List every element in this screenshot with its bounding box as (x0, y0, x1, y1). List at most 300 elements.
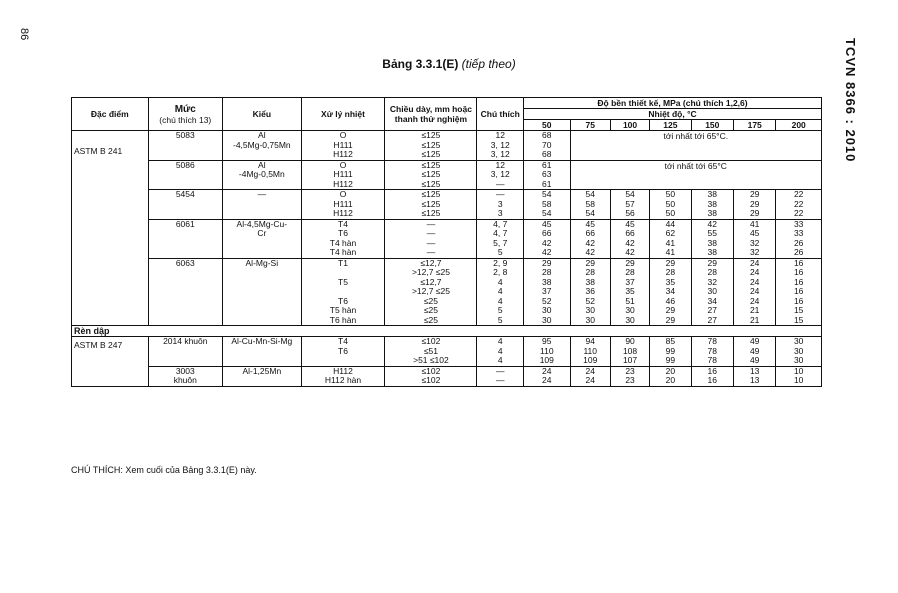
value-cell (570, 219, 610, 258)
note-cell (477, 337, 524, 367)
value-cell-line: 16 (793, 267, 804, 277)
note-cell-line: 4 (497, 286, 503, 296)
footnote: CHÚ THÍCH: Xem cuối của Bảng 3.3.1(E) này. (71, 465, 257, 475)
value-cell-line: 30 (707, 286, 718, 296)
thickness-cell-line: >51 ≤102 (413, 355, 449, 365)
header-type: Kiểu (223, 98, 302, 131)
treatment-cell (301, 219, 385, 258)
value-cell-line: 26 (793, 247, 804, 257)
value-cell-line: 35 (665, 276, 676, 287)
value-cell-line: 15 (793, 314, 804, 325)
value-cell-line: 99 (665, 355, 676, 365)
value-cell-line: 51 (625, 295, 635, 306)
header-strength: Độ bền thiết kế, MPa (chú thích 1,2,6) (524, 98, 822, 109)
thickness-cell-line: — (426, 247, 436, 257)
thickness-cell (385, 160, 477, 190)
treatment-cell-line: H112 hàn (324, 375, 362, 385)
value-cell-line: 107 (622, 355, 638, 365)
thickness-cell-line: >12,7 ≤25 (411, 267, 450, 277)
value-cell-line: 16 (707, 365, 718, 376)
treatment-cell-line: T6 (338, 345, 348, 356)
note-cell-line: 3, 12 (490, 149, 510, 159)
header-feature: Đặc điểm (72, 98, 149, 131)
grade-cell (148, 131, 222, 161)
value-cell (524, 160, 571, 190)
note-cell (477, 219, 524, 258)
thickness-cell-line: — (426, 228, 436, 238)
type-cell (223, 366, 302, 386)
value-cell-line: 21 (749, 305, 760, 315)
note-cell-line: 3, 12 (490, 139, 510, 150)
thickness-cell (385, 366, 477, 386)
type-cell-line: — (257, 189, 267, 199)
note-cell-line: 5, 7 (493, 237, 508, 248)
note-cell-line: 4, 7 (493, 218, 508, 229)
value-cell (650, 337, 691, 367)
value-cell-line: 55 (707, 228, 718, 238)
value-cell (776, 366, 822, 386)
value-cell-line: 34 (707, 295, 718, 306)
value-cell-line: 28 (625, 267, 635, 277)
value-cell-line: 50 (665, 208, 676, 218)
value-cell-line: 28 (665, 267, 676, 277)
value-cell-line: 90 (625, 336, 635, 346)
header-treatment: Xử lý nhiệt (301, 98, 385, 131)
value-cell-line: 68 (542, 130, 552, 140)
treatment-cell-line: H111 (333, 169, 353, 179)
value-cell-line: 78 (707, 355, 718, 365)
value-cell-line: 28 (585, 267, 595, 277)
value-cell-line: 21 (749, 314, 760, 325)
header-grade (148, 98, 222, 131)
value-cell-line: 45 (749, 228, 760, 238)
treatment-cell-line: T4 hàn (329, 237, 357, 248)
value-cell-line: 29 (625, 257, 635, 268)
value-cell-line: 33 (793, 218, 804, 229)
header-temp-75: 75 (570, 120, 610, 131)
grade-cell (148, 366, 222, 386)
value-cell-line: 54 (585, 208, 595, 218)
grade-cell-line: 5454 (175, 189, 195, 199)
treatment-cell-line (304, 356, 383, 366)
note-cell-line: — (495, 189, 505, 199)
table-row (72, 131, 822, 161)
value-cell-line: 24 (542, 375, 552, 385)
treatment-cell-line: T5 hàn (329, 305, 357, 315)
value-cell (524, 219, 571, 258)
value-cell (691, 190, 733, 220)
value-cell-line: 30 (793, 345, 804, 356)
thickness-cell (385, 219, 477, 258)
thickness-cell-line: — (426, 218, 436, 229)
note-cell (477, 190, 524, 220)
treatment-cell-line: H112 (333, 149, 353, 159)
value-cell (691, 219, 733, 258)
type-cell (223, 131, 302, 161)
value-cell-line: 20 (665, 375, 676, 385)
value-cell-line: 56 (625, 208, 635, 218)
type-cell (223, 160, 302, 190)
section-row (72, 326, 822, 337)
value-cell-line: 78 (707, 345, 718, 356)
header-temp-150: 150 (691, 120, 733, 131)
value-cell-line: 20 (665, 365, 676, 376)
thickness-cell (385, 190, 477, 220)
value-cell-line: 30 (542, 305, 552, 315)
value-cell-line: 30 (793, 336, 804, 346)
thickness-cell-line: ≤125 (421, 169, 441, 179)
standard-code: TCVN 8366 : 2010 (843, 38, 858, 163)
table-row (72, 160, 822, 190)
value-cell-line: 54 (542, 208, 552, 218)
value-cell-line: 29 (665, 257, 676, 268)
type-cell-line: -4,5Mg-0,75Mn (233, 139, 291, 150)
thickness-cell-line: ≤125 (421, 130, 441, 140)
value-cell-line: 110 (583, 345, 598, 356)
value-cell-line: 99 (665, 345, 676, 356)
note-cell-line: 2, 8 (493, 267, 508, 277)
value-cell (733, 190, 775, 220)
value-cell-line: 15 (793, 305, 804, 315)
value-cell (524, 366, 571, 386)
note-cell-line: 12 (495, 130, 505, 140)
grade-cell-line: 3003 (175, 365, 195, 376)
header-grade-label: Mức (174, 103, 196, 115)
note-cell (477, 160, 524, 190)
grade-cell-line: 6063 (175, 257, 195, 268)
note-cell-line: 2, 9 (493, 257, 508, 268)
value-cell (524, 190, 571, 220)
value-cell-line: 45 (585, 218, 595, 229)
note-cell-line: 5 (497, 305, 503, 315)
type-cell-line: Cr (257, 228, 267, 238)
value-cell-line: 38 (707, 237, 718, 248)
table-row (72, 258, 822, 326)
thickness-cell-line: ≤25 (423, 305, 438, 315)
thickness-cell-line: ≤125 (421, 178, 441, 189)
thickness-cell-line: ≤125 (421, 159, 441, 170)
note-cell-line: 5 (497, 247, 503, 257)
value-cell-line: 38 (707, 198, 718, 209)
header-temp-125: 125 (650, 120, 691, 131)
note-cell (477, 366, 524, 386)
type-cell (223, 219, 302, 258)
grade-cell (148, 190, 222, 220)
type-cell (223, 190, 302, 220)
value-cell-line: 30 (793, 355, 804, 365)
grade-cell (148, 258, 222, 326)
table-row (72, 190, 822, 220)
value-cell (650, 258, 691, 326)
treatment-cell-line: T4 hàn (329, 247, 357, 257)
value-cell (610, 258, 649, 326)
treatment-cell-line: T4 (338, 336, 348, 346)
value-cell-line: 44 (665, 218, 676, 229)
treatment-cell-line: H111 (333, 198, 353, 209)
treatment-cell-line: O (339, 159, 347, 170)
value-cell-line: 24 (749, 276, 760, 287)
value-cell-line: 49 (749, 345, 760, 356)
thickness-cell (385, 258, 477, 326)
header-temp-50: 50 (524, 120, 571, 131)
value-cell-line: 45 (625, 218, 635, 229)
value-cell-line: 30 (585, 305, 595, 315)
note-cell-line: — (495, 375, 505, 385)
value-cell-line: 24 (585, 375, 595, 385)
value-cell-line: 61 (542, 159, 552, 170)
spec-cell (72, 131, 149, 326)
value-cell-line: 41 (665, 247, 676, 257)
note-cell-line: 12 (495, 159, 505, 170)
note-cell-line: 3 (497, 208, 503, 218)
grade-cell-line: 5086 (175, 159, 195, 170)
value-cell-line: 29 (749, 208, 760, 218)
value-cell-line: 38 (542, 276, 552, 287)
value-cell-line: 110 (540, 345, 554, 356)
note-cell (477, 131, 524, 161)
table-title-main: Bảng 3.3.1(E) (382, 57, 459, 71)
value-cell-line: 42 (542, 237, 552, 248)
value-cell-line: 62 (665, 228, 676, 238)
thickness-cell (385, 131, 477, 161)
value-cell-line: 16 (793, 286, 804, 296)
value-cell-line: 41 (665, 237, 676, 248)
type-cell-line: Al (258, 159, 266, 170)
treatment-cell (301, 160, 385, 190)
value-cell-line: 27 (707, 314, 718, 325)
value-cell-line: 24 (749, 257, 760, 268)
treatment-cell (301, 190, 385, 220)
value-cell-line: 38 (707, 247, 718, 257)
value-cell-line: 109 (583, 355, 598, 365)
thickness-cell-line: ≤12,7 (420, 257, 442, 268)
spec-label: ASTM B 241 (74, 146, 123, 156)
value-cell (524, 258, 571, 326)
treatment-cell-line: H112 (333, 208, 353, 218)
note-cell-line: 4 (497, 276, 503, 287)
value-cell (776, 190, 822, 220)
value-cell (650, 190, 691, 220)
value-cell (610, 366, 649, 386)
value-cell (691, 337, 733, 367)
thickness-cell-line: ≤25 (423, 314, 438, 325)
value-cell-line: 50 (665, 198, 676, 209)
value-cell-line: 13 (749, 375, 760, 385)
value-cell (570, 366, 610, 386)
value-cell-line: 29 (542, 257, 552, 268)
value-cell-line: 46 (665, 295, 676, 306)
thickness-cell-line: — (426, 237, 436, 248)
treatment-cell-line: H111 (333, 139, 353, 150)
value-cell-line: 42 (542, 247, 552, 257)
table-row (72, 337, 822, 367)
value-cell-line: 49 (749, 336, 760, 346)
type-cell (223, 337, 302, 367)
value-cell-line: 22 (793, 208, 804, 218)
treatment-cell-line: T1 (338, 257, 348, 268)
value-cell-line: 52 (542, 295, 552, 306)
grade-cell (148, 337, 222, 367)
note-cell-line: 4 (497, 336, 503, 346)
strength-note-cell: tới nhất tới 65°C. (570, 131, 821, 161)
treatment-cell-line: H112 (333, 365, 353, 376)
thickness-cell-line: ≤125 (421, 198, 441, 209)
value-cell (733, 219, 775, 258)
value-cell-line: 38 (585, 276, 595, 287)
value-cell-line: 32 (707, 276, 718, 287)
value-cell-line: 30 (625, 305, 635, 315)
note-cell-line: 4 (497, 355, 503, 365)
treatment-cell (301, 131, 385, 161)
value-cell-line: 26 (793, 237, 804, 248)
value-cell-line: 45 (542, 218, 552, 229)
note-cell-line: 3, 12 (490, 169, 510, 179)
value-cell (776, 219, 822, 258)
value-cell-line: 16 (707, 375, 718, 385)
note-cell-line: 4 (497, 345, 503, 356)
type-cell-line: Al (258, 130, 266, 140)
value-cell-line: 24 (585, 365, 595, 376)
type-cell-line: Al-Cu-Mn-Si-Mg (231, 336, 293, 346)
value-cell-line: 28 (707, 267, 718, 277)
table-title-continued: (tiếp theo) (461, 57, 516, 71)
value-cell (733, 366, 775, 386)
value-cell-line: 109 (539, 355, 554, 365)
value-cell (610, 219, 649, 258)
value-cell-line: 66 (585, 228, 595, 238)
value-cell-line: 66 (625, 228, 635, 238)
header-grade-note: (chú thích 13) (159, 114, 212, 125)
value-cell (650, 219, 691, 258)
value-cell-line: 29 (749, 198, 760, 209)
page-number: 86 (18, 28, 30, 41)
value-cell-line: 85 (665, 336, 676, 346)
value-cell (691, 258, 733, 326)
value-cell-line: 66 (542, 228, 552, 238)
value-cell-line: 57 (625, 198, 635, 209)
value-cell (524, 337, 571, 367)
value-cell-line: 35 (625, 286, 635, 296)
value-cell (691, 366, 733, 386)
value-cell-line: 54 (542, 189, 552, 199)
thickness-cell-line: ≤125 (421, 149, 441, 159)
value-cell-line: 29 (585, 257, 595, 268)
thickness-cell-line: ≤12,7 (420, 276, 442, 287)
treatment-cell (301, 337, 385, 367)
grade-cell (148, 160, 222, 190)
value-cell-line: 32 (749, 247, 760, 257)
thickness-cell-line: ≤125 (421, 189, 441, 199)
value-cell-line: 78 (707, 336, 718, 346)
value-cell-line: 63 (542, 169, 552, 179)
header-temperature: Nhiệt độ, °C (524, 109, 822, 120)
value-cell-line: 95 (542, 336, 552, 346)
value-cell-line: 34 (665, 286, 676, 296)
treatment-cell (301, 258, 385, 326)
thickness-cell-line: ≤125 (421, 139, 441, 150)
thickness-cell-line: ≤125 (421, 208, 441, 218)
grade-cell (148, 219, 222, 258)
value-cell-line: 42 (625, 237, 635, 248)
value-cell-line: 29 (749, 189, 760, 199)
treatment-cell-line: T6 (338, 295, 348, 306)
table-title (0, 57, 898, 71)
treatment-cell-line: T5 (338, 276, 348, 287)
value-cell (733, 258, 775, 326)
value-cell-line: 30 (585, 314, 595, 325)
value-cell-line: 32 (749, 237, 760, 248)
value-cell (650, 366, 691, 386)
value-cell-line: 23 (625, 375, 635, 385)
header-temp-175: 175 (733, 120, 775, 131)
value-cell-line: 58 (585, 198, 595, 209)
value-cell-line: 29 (665, 305, 676, 315)
value-cell-line: 23 (625, 365, 635, 376)
value-cell-line: 38 (707, 189, 718, 199)
value-cell-line: 27 (707, 305, 718, 315)
value-cell (776, 258, 822, 326)
value-cell-line: 49 (749, 355, 760, 365)
thickness-cell-line: ≤25 (423, 295, 438, 306)
value-cell-line: 22 (793, 189, 804, 199)
value-cell-line: 24 (749, 267, 760, 277)
thickness-cell-line: ≤102 (421, 375, 441, 385)
treatment-cell-line: H112 (333, 178, 353, 189)
value-cell-line: 42 (585, 237, 595, 248)
value-cell-line: 30 (542, 314, 552, 325)
value-cell-line: 24 (749, 295, 760, 306)
value-cell-line: 52 (585, 295, 595, 306)
value-cell-line: 16 (793, 257, 804, 268)
value-cell-line: 29 (707, 257, 718, 268)
value-cell (570, 258, 610, 326)
value-cell-line: 50 (665, 189, 676, 199)
type-cell-line: -4Mg-0,5Mn (238, 169, 285, 179)
spec-label: ASTM B 247 (74, 340, 123, 350)
value-cell (776, 337, 822, 367)
strength-table (71, 97, 822, 387)
type-cell-line: Al-4,5Mg-Cu- (236, 218, 288, 229)
value-cell-line: 38 (707, 208, 718, 218)
value-cell-line: 29 (665, 314, 676, 325)
note-cell-line: 5 (497, 314, 503, 325)
thickness-cell-line: ≤102 (421, 336, 441, 346)
value-cell-line: 42 (625, 247, 635, 257)
strength-note-cell: tới nhất tới 65°C (570, 160, 821, 190)
value-cell-line: 37 (625, 276, 635, 287)
thickness-cell-line: ≤102 (421, 365, 441, 376)
section-label: Rèn dập (72, 326, 822, 337)
value-cell-line: 42 (585, 247, 595, 257)
value-cell (570, 337, 610, 367)
value-cell-line: 22 (793, 198, 804, 209)
value-cell-line: 70 (542, 139, 552, 150)
grade-cell-line: 2014 khuôn (163, 336, 208, 346)
value-cell-line: 24 (542, 365, 552, 376)
value-cell-line: 37 (542, 286, 552, 296)
treatment-cell-line: O (339, 130, 347, 140)
value-cell-line: 68 (542, 149, 552, 159)
value-cell-line: 16 (793, 295, 804, 306)
treatment-cell (301, 366, 385, 386)
spec-cell (72, 337, 149, 387)
value-cell-line: 36 (585, 286, 595, 296)
header-temp-200: 200 (776, 120, 822, 131)
value-cell-line: 58 (542, 198, 552, 209)
grade-cell-line: 6061 (175, 218, 195, 229)
treatment-cell-line: T4 (338, 218, 348, 229)
note-cell-line: 4, 7 (493, 228, 508, 238)
